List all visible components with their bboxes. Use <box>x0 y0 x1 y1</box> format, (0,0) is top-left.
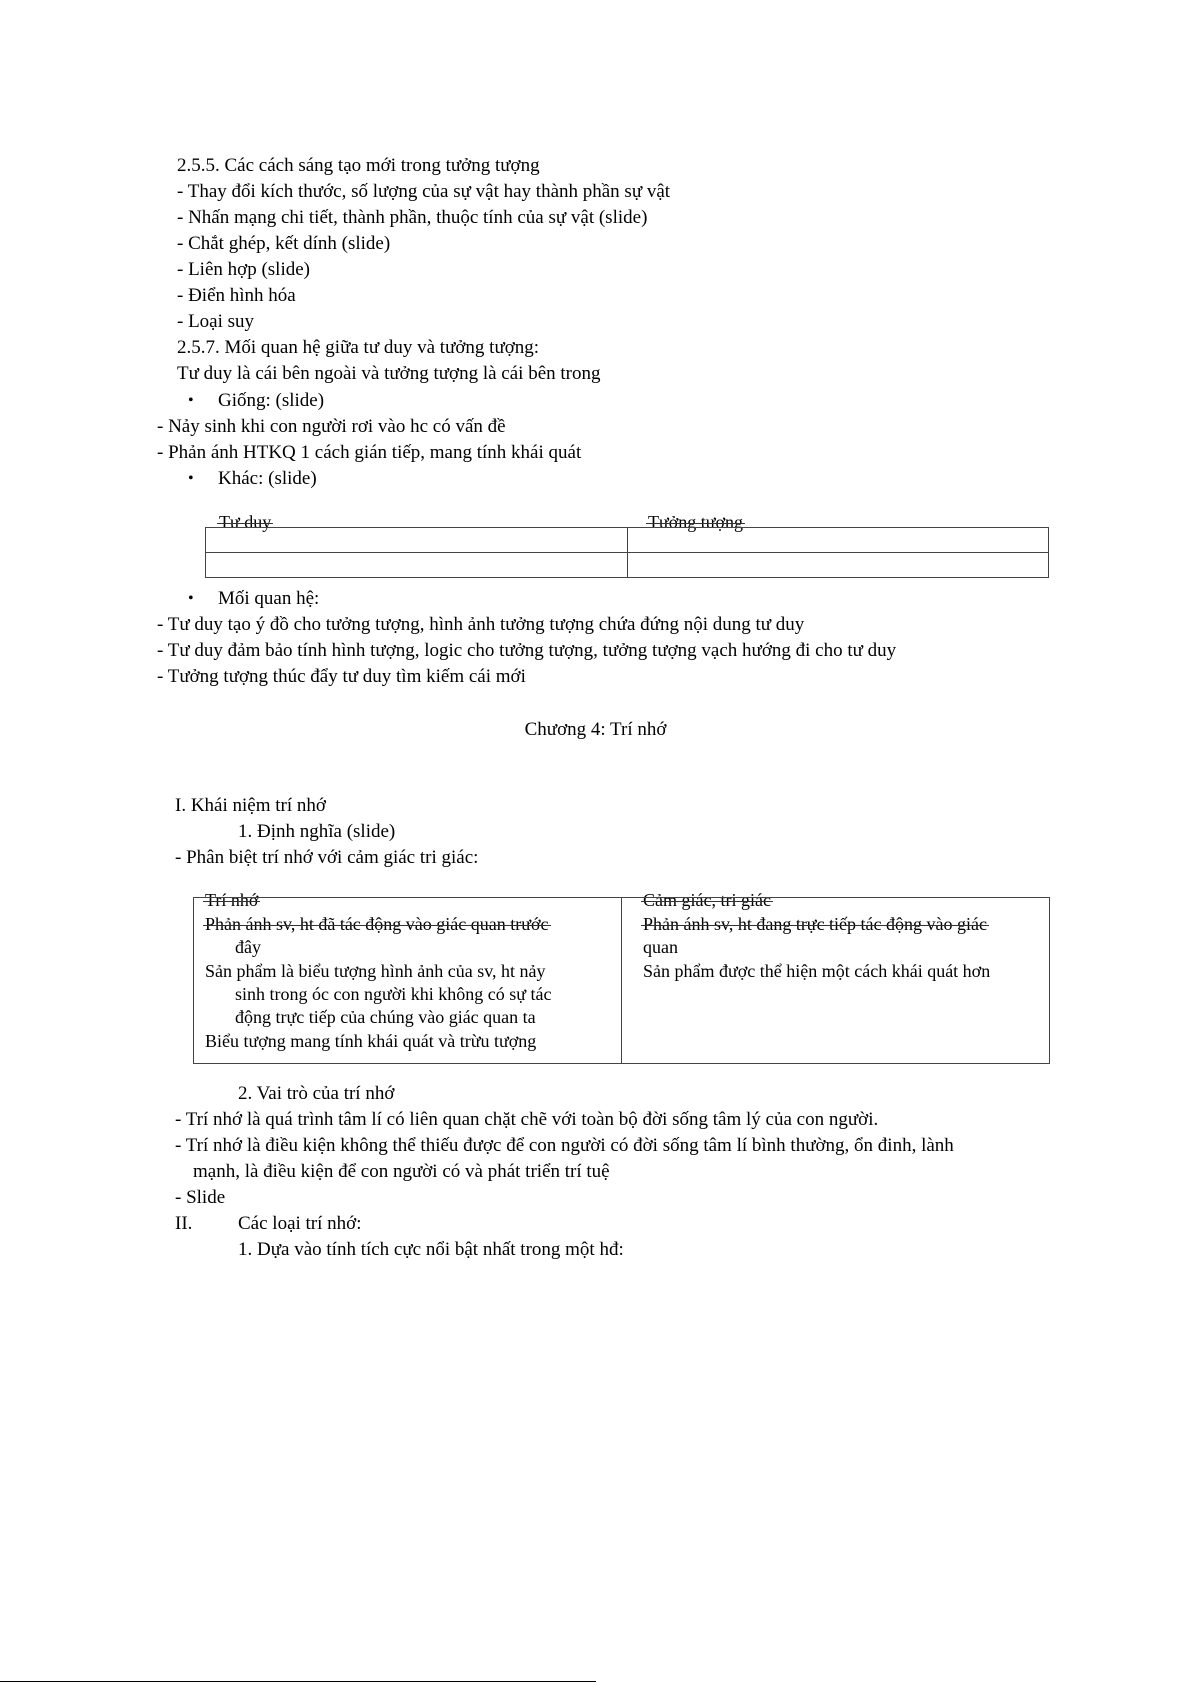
part1-sub1: 1. Định nghĩa (slide) <box>238 821 396 842</box>
table2-col2-line: Sản phẩm được thể hiện một cách khái quát hơn <box>643 961 991 981</box>
chapter-title: Chương 4: Trí nhớ <box>524 719 667 740</box>
part2-sub1: 1. Dựa vào tính tích cực nổi bật nhất trong một hđ: <box>238 1239 624 1260</box>
table2-col2-line: Phản ánh sv, ht đang trực tiếp tác động vào giác <box>643 914 987 934</box>
table2-col1-line: sinh trong óc con người khi không có sự tác <box>235 984 552 1004</box>
list-item: - Slide <box>175 1187 226 1208</box>
list-item: - Tưởng tượng thúc đẩy tư duy tìm kiếm cái mới <box>157 666 526 687</box>
part1-sub2: 2. Vai trò của trí nhớ <box>238 1083 395 1104</box>
table1-header-col2: Tưởng tượng <box>648 512 744 532</box>
list-item: - Thay đổi kích thước, số lượng của sự vật hay thành phần sự vật <box>177 181 671 202</box>
table2-col1-line: Sản phẩm là biểu tượng hình ảnh của sv, ht nảy <box>205 961 546 981</box>
comparison-table-1 <box>205 527 1049 578</box>
table2-col1-line: Phản ánh sv, ht đã tác động vào giác quan trước <box>205 914 549 934</box>
list-item: - Loại suy <box>177 311 255 332</box>
section-255-heading: 2.5.5. Các cách sáng tạo mới trong tưởng tượng <box>177 155 540 176</box>
bullet-icon: • <box>188 590 194 607</box>
section-257-intro: Tư duy là cái bên ngoài và tưởng tượng là cái bên trong <box>177 363 601 384</box>
page-bottom-rule <box>0 1681 596 1682</box>
bullet-icon: • <box>188 470 194 487</box>
section-257-heading: 2.5.7. Mối quan hệ giữa tư duy và tưởng tượng: <box>177 337 540 358</box>
table2-col2-line: quan <box>643 937 678 957</box>
similar-label: Giống: (slide) <box>218 390 325 411</box>
table2-col1-line: đây <box>235 937 261 957</box>
table-divider <box>627 528 628 577</box>
table1-header-col1: Tư duy <box>219 512 272 532</box>
bullet-icon: • <box>188 392 194 409</box>
list-item: - Điển hình hóa <box>177 285 296 306</box>
list-item: - Tư duy đảm bảo tính hình tượng, logic cho tưởng tượng, tưởng tượng vạch hướng đi cho tư duy <box>157 640 897 661</box>
part1-compare: - Phân biệt trí nhớ với cảm giác tri giác: <box>175 847 479 868</box>
list-item: - Nảy sinh khi con người rơi vào hc có vấn đề <box>157 416 506 437</box>
part1-heading: I. Khái niệm trí nhớ <box>175 795 326 816</box>
relation-label: Mối quan hệ: <box>218 588 320 609</box>
part2-heading-number: II. <box>175 1213 193 1234</box>
part2-heading: Các loại trí nhớ: <box>238 1213 362 1234</box>
table2-header-col1: Trí nhớ <box>205 890 259 910</box>
table-divider <box>621 898 622 1063</box>
list-item: mạnh, là điều kiện để con người có và phát triển trí tuệ <box>193 1161 610 1182</box>
list-item: - Nhấn mạng chi tiết, thành phần, thuộc tính của sự vật (slide) <box>177 207 648 228</box>
list-item: - Trí nhớ là điều kiện không thể thiếu được để con người có đời sống tâm lí bình thường, ổn đinh, lành <box>175 1135 954 1156</box>
table2-col1-line: Biểu tượng mang tính khái quát và trừu tượng <box>205 1031 537 1051</box>
table2-col1-line: động trực tiếp của chúng vào giác quan ta <box>235 1007 536 1027</box>
list-item: - Liên hợp (slide) <box>177 259 310 280</box>
list-item: - Phản ánh HTKQ 1 cách gián tiếp, mang tính khái quát <box>157 442 582 463</box>
table2-header-col2: Cảm giác, tri giác <box>643 890 771 910</box>
different-label: Khác: (slide) <box>218 468 317 489</box>
list-item: - Chắt ghép, kết dính (slide) <box>177 233 391 254</box>
list-item: - Trí nhớ là quá trình tâm lí có liên quan chặt chẽ với toàn bộ đời sống tâm lý của con người. <box>175 1109 879 1130</box>
list-item: - Tư duy tạo ý đồ cho tưởng tượng, hình ảnh tưởng tượng chứa đứng nội dung tư duy <box>157 614 805 635</box>
